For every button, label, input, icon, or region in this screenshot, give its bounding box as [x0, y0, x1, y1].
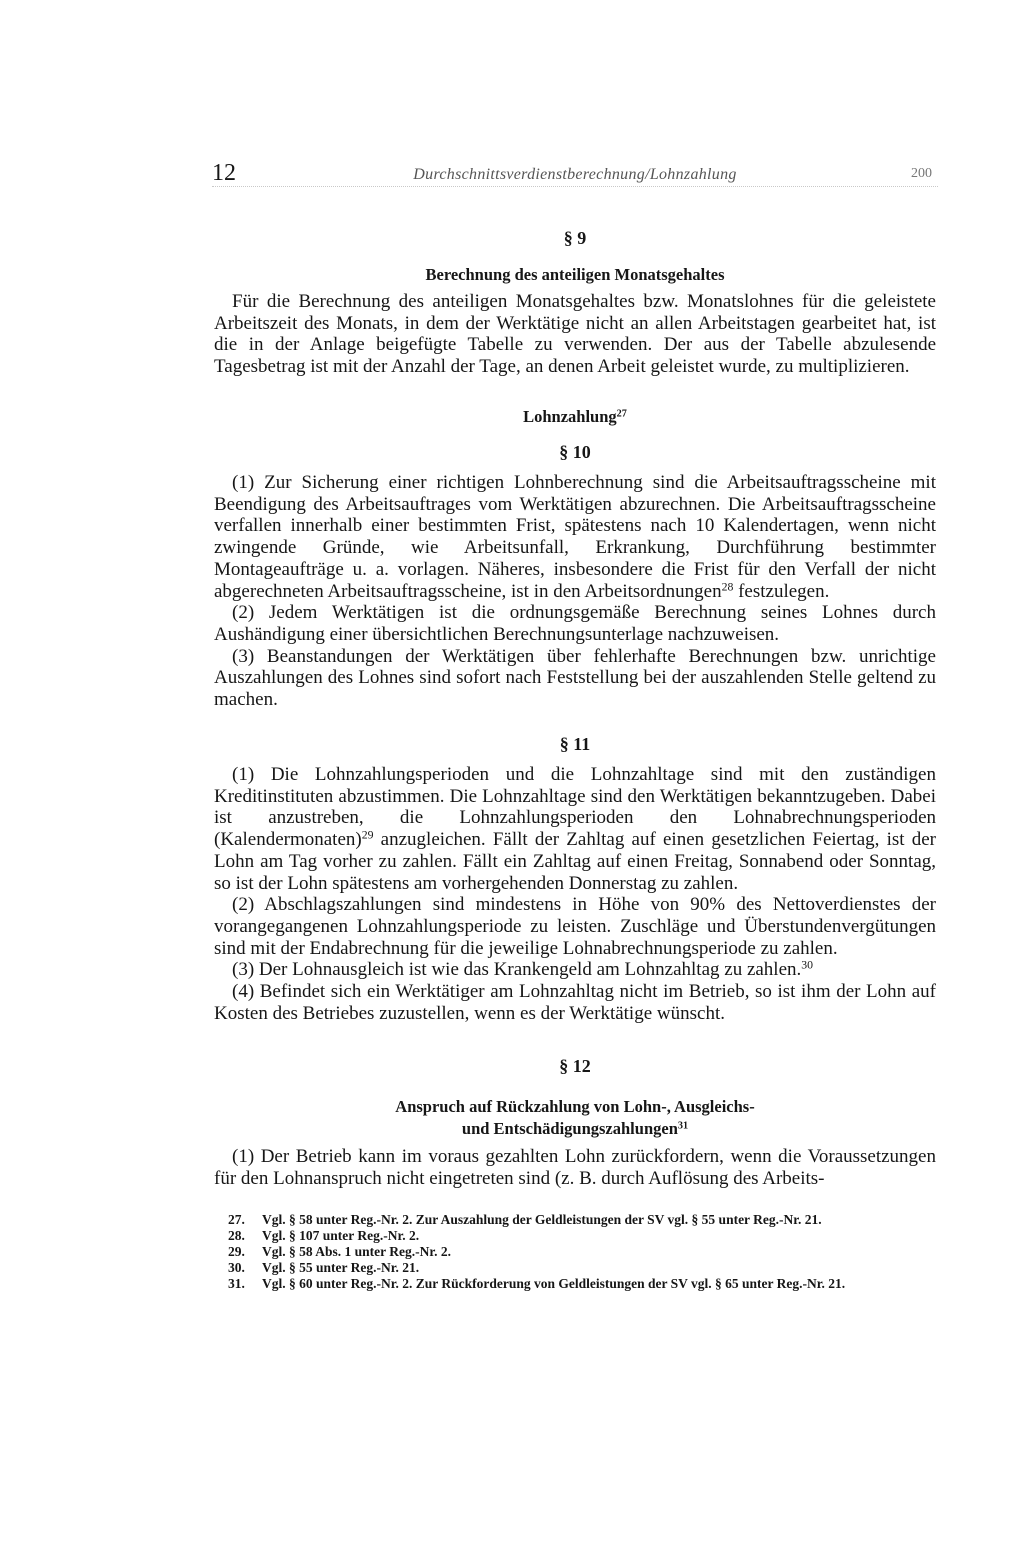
footnote-ref-27: 27 — [616, 408, 627, 420]
register-number: 200 — [911, 166, 932, 181]
footnote — [228, 1244, 938, 1260]
footnote — [228, 1276, 938, 1292]
section-11-paragraph-4: (4) Befindet sich ein Werktätiger am Lohnzahltag nicht im Betrieb, so ist ihm der Lohn auf Kosten des Betriebes zuzustellen, wenn es der Werktätige wünscht. — [214, 981, 936, 1024]
footnote-number: 27. — [228, 1212, 245, 1227]
running-title: Durchschnittsverdienstberechnung/Lohnzahlung — [413, 166, 737, 183]
section-11-paragraph-3 — [214, 959, 936, 981]
section-9-heading: Berechnung des anteiligen Monatsgehaltes — [425, 265, 725, 284]
section-11-p3-text: (3) Der Lohnausgleich ist wie das Krankengeld am Lohnzahltag zu zahlen. — [232, 959, 802, 981]
footnote-ref-31: 31 — [677, 1120, 689, 1132]
section-10-paragraph-1 — [214, 472, 936, 602]
header-rule — [212, 186, 938, 187]
footnote-text: Vgl. § 55 unter Reg.-Nr. 21. — [262, 1260, 420, 1275]
section-10-p1-end: festzulegen. — [733, 580, 830, 602]
footnote-number: 28. — [228, 1228, 245, 1243]
page-number: 12 — [212, 160, 236, 186]
section-11-paragraph-2: (2) Abschlagszahlungen sind mindestens in Höhe von 90% des Nettoverdienstes der vorangegangenen Lohnzahlungsperiode zu leisten. Zuschläge und Überstundenvergütungen sind mit der Endabrechnung für die jeweilige Lohnabrechnungsperiode zu zahlen. — [214, 894, 936, 959]
footnotes — [228, 1212, 938, 1292]
lohnzahlung-heading — [214, 406, 936, 427]
section-11-body — [214, 764, 936, 1024]
footnote-text: Vgl. § 60 unter Reg.-Nr. 2. Zur Rückforderung von Geldleistungen der SV vgl. § 65 unter Reg.-Nr. 21. — [262, 1276, 846, 1291]
lohnzahlung-heading-text: Lohnzahlung — [523, 407, 617, 426]
section-10-paragraph-2: (2) Jedem Werktätigen ist die ordnungsgemäße Berechnung seines Lohnes durch Aushändigung einer übersichtlichen Berechnungsunterlage nachzuweisen. — [214, 602, 936, 645]
footnote — [228, 1212, 938, 1228]
section-9-number: § 9 — [563, 228, 587, 248]
footnote-text: Vgl. § 107 unter Reg.-Nr. 2. — [262, 1228, 420, 1243]
section-12-heading-line-2-text: und Entschädigungszahlungen — [461, 1119, 678, 1138]
footnote — [228, 1260, 938, 1276]
section-10-paragraph-3: (3) Beanstandungen der Werktätigen über fehlerhafte Berechnungen bzw. unrichtige Auszahlungen des Lohnes sind sofort nach Feststellung bei der auszahlenden Stelle geltend zu machen. — [214, 645, 936, 711]
footnote — [228, 1228, 938, 1244]
section-12-heading-line-2 — [214, 1118, 936, 1139]
footnote-ref-30: 30 — [801, 958, 814, 972]
footnote-ref-28: 28 — [721, 580, 734, 594]
section-11-p1-text: (1) Die Lohnzahlungsperioden und die Lohnzahltage sind mit den zuständigen Kreditinstituten abzustimmen. Die Lohnzahltage sind den Werktätigen bekanntzugeben. Dabei ist anzustreben, die Lohnzahlungsperioden den Lohnabrechnungsperioden (Kalendermonaten) — [214, 764, 936, 851]
page-header — [212, 158, 938, 190]
section-10-body — [214, 472, 936, 711]
section-10-number: § 10 — [559, 442, 591, 462]
section-12-heading-line-1: Anspruch auf Rückzahlung von Lohn-, Ausgleichs- — [395, 1097, 755, 1116]
section-11-number: § 11 — [559, 734, 591, 754]
footnote-number: 30. — [228, 1260, 245, 1275]
section-12-paragraph-1: (1) Der Betrieb kann im voraus gezahlten Lohn zurückfordern, wenn die Voraussetzungen für den Lohnanspruch nicht eingetreten sind (z. B. durch Auflösung des Arbeits- — [214, 1146, 936, 1189]
footnote-text: Vgl. § 58 unter Reg.-Nr. 2. Zur Auszahlung der Geldleistungen der SV vgl. § 55 unter Reg.-Nr. 21. — [262, 1212, 822, 1227]
footnote-ref-29: 29 — [361, 828, 374, 842]
section-12-body — [214, 1146, 936, 1189]
footnote-number: 31. — [228, 1276, 245, 1291]
section-11-paragraph-1 — [214, 764, 936, 894]
section-12-number: § 12 — [559, 1056, 591, 1076]
footnote-text: Vgl. § 58 Abs. 1 unter Reg.-Nr. 2. — [262, 1244, 452, 1259]
section-11-p1-end: anzugleichen. Fällt der Zahltag auf einen gesetzlichen Feiertag, ist der Lohn am Tag vorher zu zahlen. Fällt ein Zahltag auf einen Freitag, Sonnabend oder Sonntag, so ist der Lohn spätestens am vorhergehenden Donnerstag zu zahlen. — [214, 829, 936, 894]
section-9-body — [214, 291, 936, 378]
section-9-paragraph: Für die Berechnung des anteiligen Monatsgehaltes bzw. Monatslohnes für die geleistete Arbeitszeit des Monats, in dem der Werktätige nicht an allen Arbeitstagen gearbeitet hat, ist die in der Anlage beigefügte Tabelle zu verwenden. Der aus der Tabelle abzulesende Tagesbetrag ist mit der Anzahl der Tage, an denen Arbeit geleistet wurde, zu multiplizieren. — [214, 291, 936, 378]
footnote-number: 29. — [228, 1244, 245, 1259]
section-10-p1-text: (1) Zur Sicherung einer richtigen Lohnberechnung sind die Arbeitsauftragsscheine mit Beendigung des Arbeitsauftrages vom Werktätigen abzurechnen. Die Arbeitsauftragsscheine verfallen innerhalb einer bestimmten Frist, spätestens nach 10 Kalendertagen, wenn nicht zwingende Gründe, wie Arbeitsunfall, Erkrankung, Durchführung bestimmter Montageaufträge u. a. vorlagen. Näheres, insbesondere die Frist für den Verfall der nicht abgerechneten Arbeitsauftragsscheine, ist in den Arbeitsordnungen — [214, 472, 936, 602]
